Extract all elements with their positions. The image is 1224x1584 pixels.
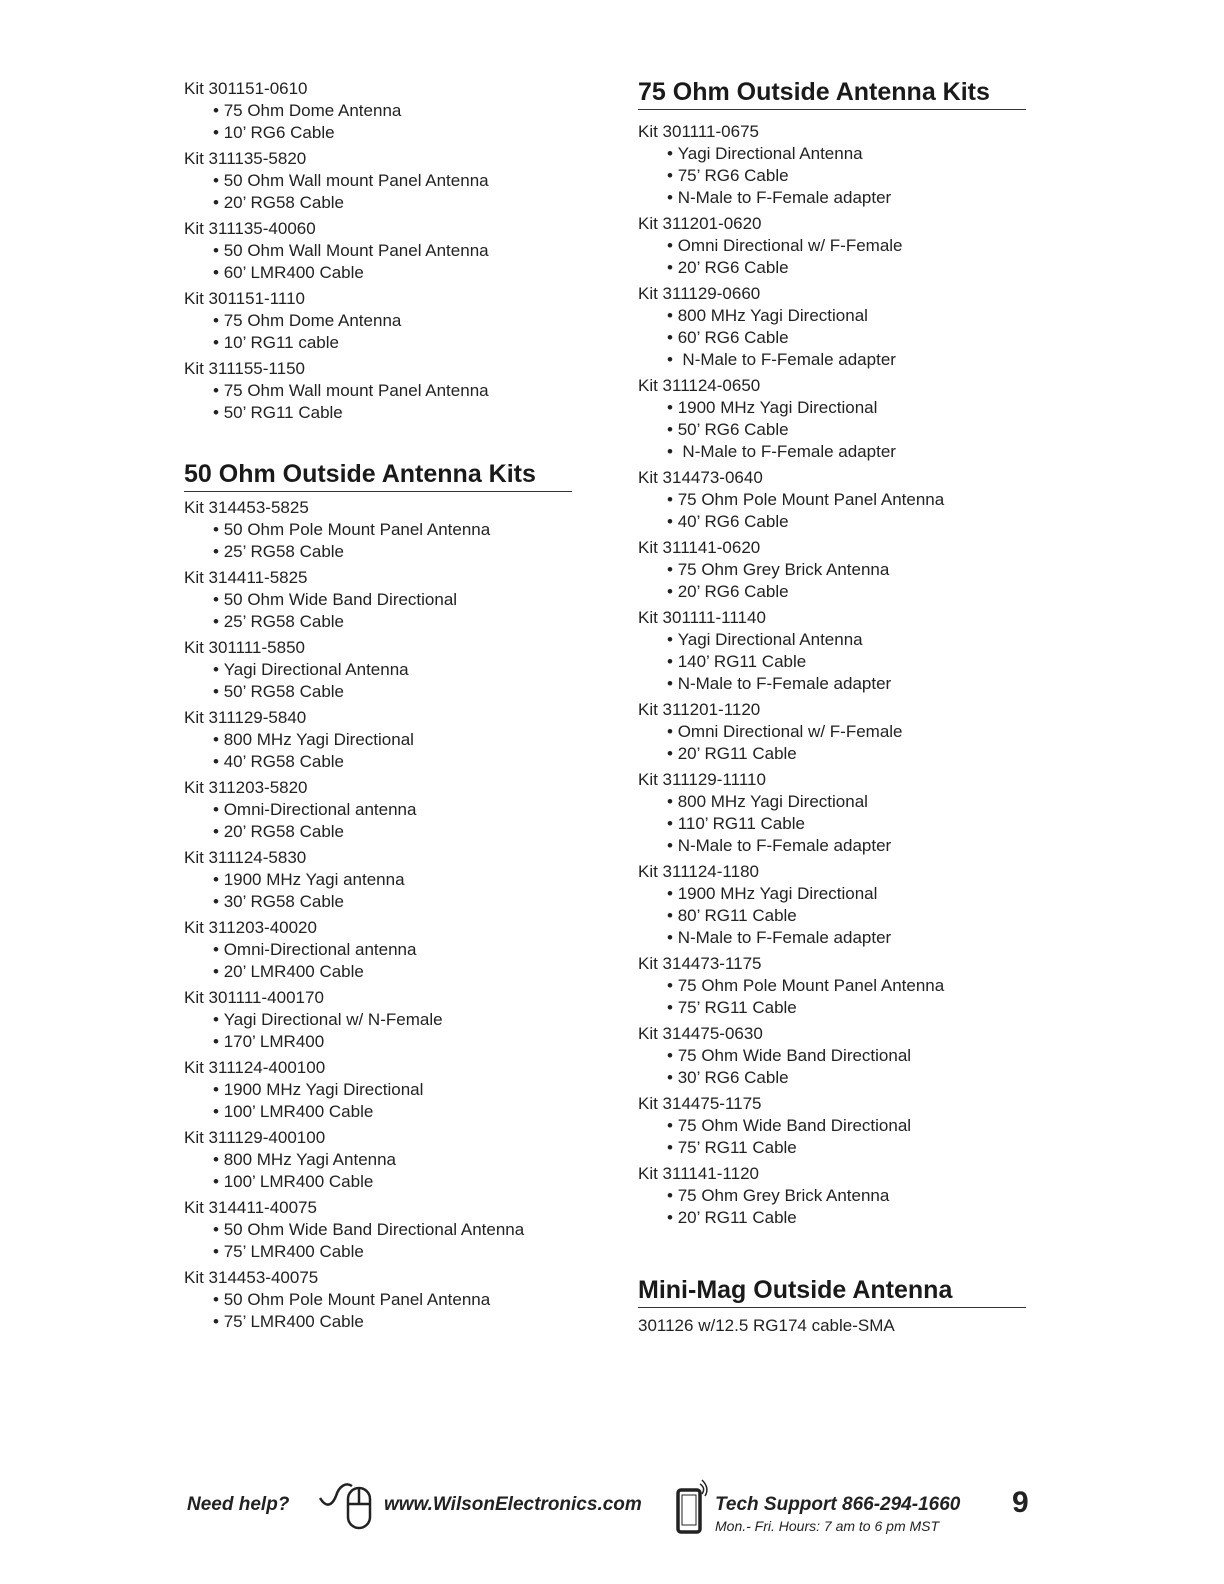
- kit-entry: [184, 288, 584, 354]
- kit-component: • 75 Ohm Dome Antenna: [213, 100, 584, 122]
- kit-component-list: [638, 1045, 1038, 1089]
- kit-component: • Omni-Directional antenna: [213, 799, 584, 821]
- kit-component-list: [638, 975, 1038, 1019]
- kit-component: • 25’ RG58 Cable: [213, 611, 584, 633]
- kit-entry: [184, 148, 584, 214]
- section-heading-75-ohm: 75 Ohm Outside Antenna Kits: [638, 77, 1026, 110]
- kit-number: Kit 311141-0620: [638, 538, 761, 557]
- kit-entry: [184, 1267, 584, 1333]
- kit-number: Kit 311141-1120: [638, 1164, 759, 1183]
- kit-component-list: [184, 1079, 584, 1123]
- kit-component-list: [184, 310, 584, 354]
- kit-component-list: [184, 519, 584, 563]
- kit-component: • Yagi Directional Antenna: [213, 659, 584, 681]
- kit-component: • 1900 MHz Yagi antenna: [213, 869, 584, 891]
- kit-entry: [184, 1057, 584, 1123]
- kit-entry: [638, 121, 1038, 209]
- kit-number: Kit 301151-1110: [184, 289, 305, 308]
- kit-component: • 75 Ohm Dome Antenna: [213, 310, 584, 332]
- kit-component-list: [184, 659, 584, 703]
- kit-component: • 20’ RG11 Cable: [667, 1207, 1038, 1229]
- kit-component: • N-Male to F-Female adapter: [667, 441, 1038, 463]
- kit-component-list: [184, 170, 584, 214]
- kit-entry: [638, 213, 1038, 279]
- kit-entry: [638, 375, 1038, 463]
- kit-component: • 75 Ohm Wide Band Directional: [667, 1115, 1038, 1137]
- kit-entry: [184, 567, 584, 633]
- kit-number: Kit 311124-5830: [184, 848, 307, 867]
- kit-entry: [638, 537, 1038, 603]
- kit-entry: [638, 1023, 1038, 1089]
- kit-component-list: [184, 939, 584, 983]
- kit-component: • 140’ RG11 Cable: [667, 651, 1038, 673]
- kit-component-list: [184, 729, 584, 773]
- kit-component-list: [184, 1289, 584, 1333]
- kit-component: • N-Male to F-Female adapter: [667, 349, 1038, 371]
- kit-entry: [184, 777, 584, 843]
- kit-component: • Yagi Directional Antenna: [667, 143, 1038, 165]
- kit-entry: [638, 1163, 1038, 1229]
- kit-entry: [184, 358, 584, 424]
- kit-component: • 50 Ohm Pole Mount Panel Antenna: [213, 1289, 584, 1311]
- kit-entry: [184, 847, 584, 913]
- kit-entry: [638, 769, 1038, 857]
- kit-component: • 10’ RG6 Cable: [213, 122, 584, 144]
- kit-component: • 50 Ohm Wide Band Directional Antenna: [213, 1219, 584, 1241]
- kit-number: Kit 311129-0660: [638, 284, 761, 303]
- kit-component: • N-Male to F-Female adapter: [667, 673, 1038, 695]
- kit-component: • 75 Ohm Grey Brick Antenna: [667, 559, 1038, 581]
- kit-component: • 75’ RG11 Cable: [667, 997, 1038, 1019]
- kit-number: Kit 314475-0630: [638, 1024, 763, 1043]
- kit-list-top: [184, 78, 584, 428]
- kit-entry: [638, 861, 1038, 949]
- kit-component: • 110’ RG11 Cable: [667, 813, 1038, 835]
- kit-component-list: [184, 1149, 584, 1193]
- kit-entry: [184, 218, 584, 284]
- kit-component: • 30’ RG58 Cable: [213, 891, 584, 913]
- kit-list-50-ohm: [184, 497, 584, 1337]
- kit-number: Kit 311124-0650: [638, 376, 761, 395]
- kit-component: • 50 Ohm Pole Mount Panel Antenna: [213, 519, 584, 541]
- kit-component: • 75 Ohm Pole Mount Panel Antenna: [667, 489, 1038, 511]
- kit-component-list: [184, 799, 584, 843]
- kit-number: Kit 311124-1180: [638, 862, 759, 881]
- kit-list-75-ohm: [638, 121, 1038, 1233]
- kit-number: Kit 301111-11140: [638, 608, 766, 627]
- tech-support-phone: Tech Support 866-294-1660: [715, 1494, 961, 1515]
- kit-component: • 20’ RG11 Cable: [667, 743, 1038, 765]
- kit-number: Kit 301111-5850: [184, 638, 305, 657]
- kit-component: • Yagi Directional Antenna: [667, 629, 1038, 651]
- kit-component-list: [638, 629, 1038, 695]
- kit-component: • Omni-Directional antenna: [213, 939, 584, 961]
- kit-entry: [184, 637, 584, 703]
- kit-entry: [638, 953, 1038, 1019]
- kit-component-list: [638, 305, 1038, 371]
- mouse-icon: [318, 1478, 376, 1536]
- kit-component-list: [638, 791, 1038, 857]
- kit-component: • 100’ LMR400 Cable: [213, 1171, 584, 1193]
- section-heading-mini-mag: Mini-Mag Outside Antenna: [638, 1275, 1026, 1308]
- kit-component: • 10’ RG11 cable: [213, 332, 584, 354]
- kit-component: • 50’ RG11 Cable: [213, 402, 584, 424]
- kit-component: • Omni Directional w/ F-Female: [667, 721, 1038, 743]
- kit-component-list: [184, 380, 584, 424]
- kit-component: • 800 MHz Yagi Directional: [213, 729, 584, 751]
- kit-component-list: [184, 240, 584, 284]
- kit-component-list: [184, 1219, 584, 1263]
- mini-mag-description: 301126 w/12.5 RG174 cable-SMA: [638, 1316, 895, 1335]
- kit-component: • 40’ RG58 Cable: [213, 751, 584, 773]
- kit-component: • 75 Ohm Wide Band Directional: [667, 1045, 1038, 1067]
- kit-component: • 50’ RG6 Cable: [667, 419, 1038, 441]
- kit-component: • 75 Ohm Grey Brick Antenna: [667, 1185, 1038, 1207]
- kit-component: • 1900 MHz Yagi Directional: [667, 883, 1038, 905]
- kit-number: Kit 311135-40060: [184, 219, 316, 238]
- kit-component: • N-Male to F-Female adapter: [667, 187, 1038, 209]
- kit-component: • Omni Directional w/ F-Female: [667, 235, 1038, 257]
- kit-number: Kit 311203-40020: [184, 918, 317, 937]
- kit-component: • 170’ LMR400: [213, 1031, 584, 1053]
- kit-component-list: [638, 1185, 1038, 1229]
- kit-component: • 50 Ohm Wall Mount Panel Antenna: [213, 240, 584, 262]
- kit-component: • N-Male to F-Female adapter: [667, 835, 1038, 857]
- kit-component-list: [184, 100, 584, 144]
- need-help-label: Need help?: [187, 1494, 290, 1515]
- website-link[interactable]: www.WilsonElectronics.com: [384, 1494, 642, 1515]
- kit-number: Kit 311135-5820: [184, 149, 307, 168]
- kit-component-list: [638, 559, 1038, 603]
- page-footer: [0, 1478, 1224, 1548]
- kit-entry: [638, 283, 1038, 371]
- kit-component: • 800 MHz Yagi Directional: [667, 791, 1038, 813]
- kit-entry: [184, 1197, 584, 1263]
- kit-component: • 20’ RG58 Cable: [213, 821, 584, 843]
- kit-component: • 50 Ohm Wall mount Panel Antenna: [213, 170, 584, 192]
- kit-component-list: [638, 1115, 1038, 1159]
- kit-component: • 75’ RG11 Cable: [667, 1137, 1038, 1159]
- kit-component: • 1900 MHz Yagi Directional: [213, 1079, 584, 1101]
- kit-component: • 75’ LMR400 Cable: [213, 1241, 584, 1263]
- kit-number: Kit 311201-1120: [638, 700, 761, 719]
- kit-component: • 60’ LMR400 Cable: [213, 262, 584, 284]
- kit-number: Kit 311129-400100: [184, 1128, 326, 1147]
- kit-component: • 50’ RG58 Cable: [213, 681, 584, 703]
- cell-phone-icon: [672, 1478, 712, 1536]
- kit-component-list: [638, 397, 1038, 463]
- kit-component: • 50 Ohm Wide Band Directional: [213, 589, 584, 611]
- kit-number: Kit 314475-1175: [638, 1094, 762, 1113]
- kit-component: • Yagi Directional w/ N-Female: [213, 1009, 584, 1031]
- kit-component: • 75’ LMR400 Cable: [213, 1311, 584, 1333]
- kit-number: Kit 301111-400170: [184, 988, 324, 1007]
- kit-component: • 60’ RG6 Cable: [667, 327, 1038, 349]
- kit-entry: [638, 699, 1038, 765]
- kit-component: • 75’ RG6 Cable: [667, 165, 1038, 187]
- kit-component-list: [638, 235, 1038, 279]
- kit-component: • 1900 MHz Yagi Directional: [667, 397, 1038, 419]
- kit-entry: [638, 607, 1038, 695]
- kit-number: Kit 301151-0610: [184, 79, 308, 98]
- kit-component: • 20’ RG6 Cable: [667, 581, 1038, 603]
- kit-component-list: [638, 489, 1038, 533]
- kit-component: • N-Male to F-Female adapter: [667, 927, 1038, 949]
- kit-component: • 75 Ohm Wall mount Panel Antenna: [213, 380, 584, 402]
- kit-component: • 20’ RG58 Cable: [213, 192, 584, 214]
- kit-number: Kit 311129-11110: [638, 770, 766, 789]
- kit-component: • 25’ RG58 Cable: [213, 541, 584, 563]
- kit-component: • 800 MHz Yagi Directional: [667, 305, 1038, 327]
- page-number: 9: [1012, 1486, 1029, 1519]
- kit-entry: [184, 987, 584, 1053]
- kit-number: Kit 301111-0675: [638, 122, 759, 141]
- kit-number: Kit 314473-1175: [638, 954, 762, 973]
- kit-number: Kit 314473-0640: [638, 468, 763, 487]
- kit-number: Kit 314453-5825: [184, 498, 309, 517]
- kit-entry: [184, 78, 584, 144]
- kit-entry: [184, 1127, 584, 1193]
- kit-component-list: [184, 1009, 584, 1053]
- kit-component: • 40’ RG6 Cable: [667, 511, 1038, 533]
- kit-number: Kit 311124-400100: [184, 1058, 326, 1077]
- kit-component: • 20’ LMR400 Cable: [213, 961, 584, 983]
- kit-component: • 100’ LMR400 Cable: [213, 1101, 584, 1123]
- kit-entry: [184, 497, 584, 563]
- kit-number: Kit 311203-5820: [184, 778, 308, 797]
- kit-number: Kit 314453-40075: [184, 1268, 319, 1287]
- kit-number: Kit 314411-5825: [184, 568, 308, 587]
- kit-component-list: [638, 143, 1038, 209]
- kit-component-list: [184, 869, 584, 913]
- kit-component: • 20’ RG6 Cable: [667, 257, 1038, 279]
- kit-component: • 80’ RG11 Cable: [667, 905, 1038, 927]
- kit-entry: [638, 467, 1038, 533]
- kit-component: • 30’ RG6 Cable: [667, 1067, 1038, 1089]
- kit-component-list: [638, 883, 1038, 949]
- kit-number: Kit 311129-5840: [184, 708, 307, 727]
- kit-component: • 75 Ohm Pole Mount Panel Antenna: [667, 975, 1038, 997]
- kit-number: Kit 311155-1150: [184, 359, 305, 378]
- kit-component-list: [184, 589, 584, 633]
- kit-number: Kit 311201-0620: [638, 214, 762, 233]
- kit-component-list: [638, 721, 1038, 765]
- kit-component: • 800 MHz Yagi Antenna: [213, 1149, 584, 1171]
- section-heading-50-ohm: 50 Ohm Outside Antenna Kits: [184, 459, 572, 492]
- kit-entry: [638, 1093, 1038, 1159]
- kit-entry: [184, 917, 584, 983]
- kit-entry: [184, 707, 584, 773]
- kit-number: Kit 314411-40075: [184, 1198, 317, 1217]
- support-hours: Mon.- Fri. Hours: 7 am to 6 pm MST: [715, 1518, 940, 1534]
